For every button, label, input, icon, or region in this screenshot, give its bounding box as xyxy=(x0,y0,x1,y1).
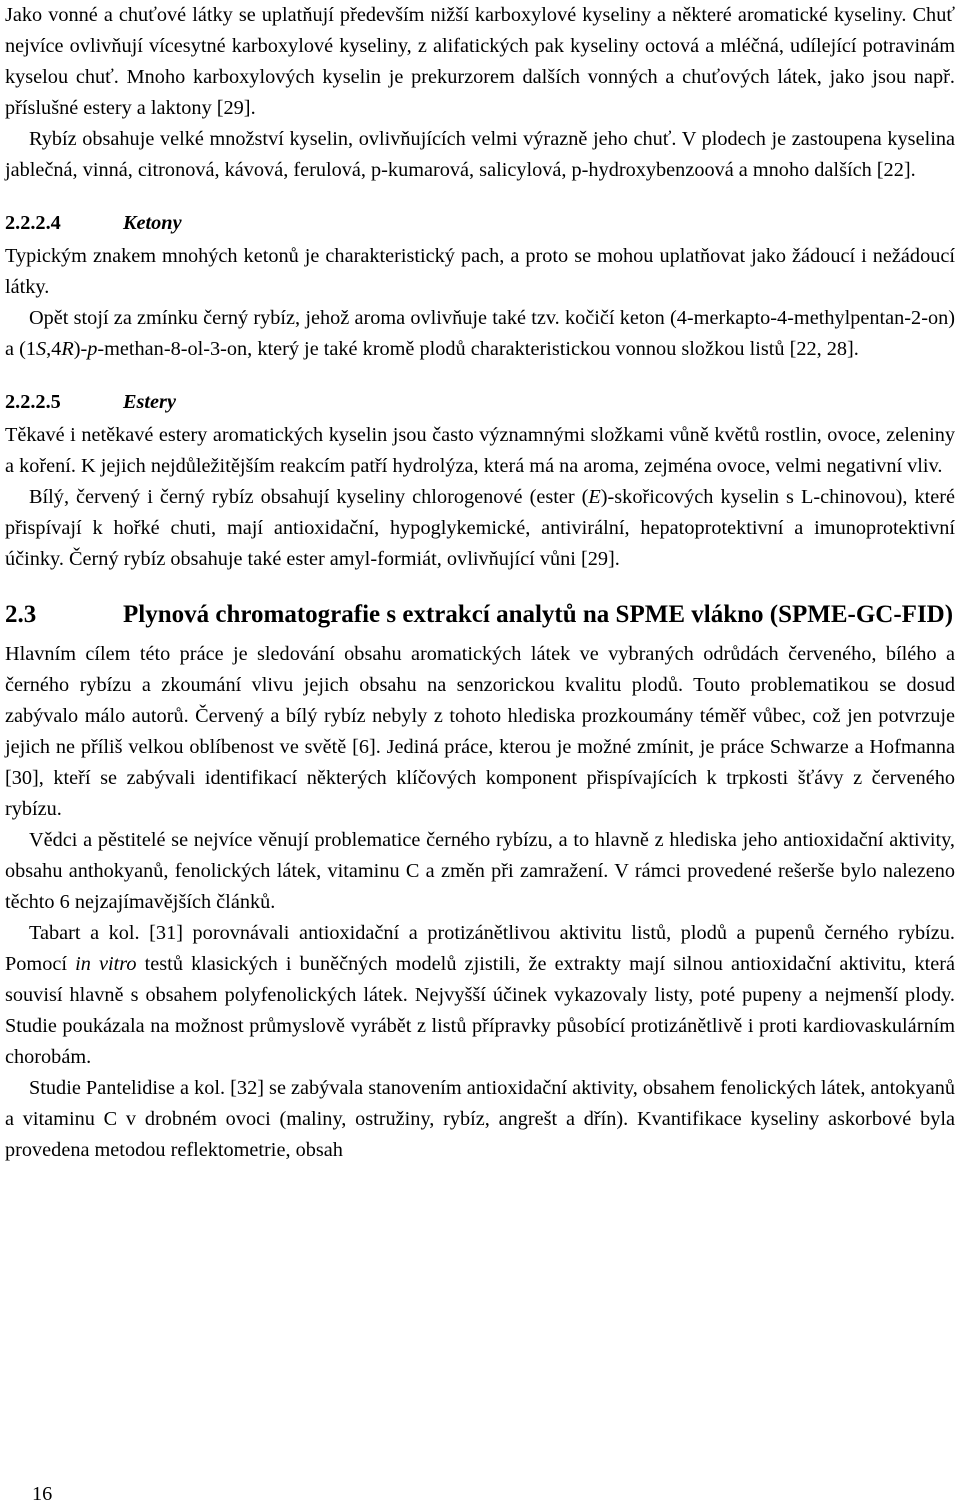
document-page xyxy=(5,0,955,1166)
heading-ketony xyxy=(5,208,955,239)
paragraph-carboxylic-acids: Jako vonné a chuťové látky se uplatňují především nižší karboxylové kyseliny a některé aromatické kyseliny. Chuť nejvíce ovlivňují vícesytné karboxylové kyseliny, z alifatických pak kyseliny octová a mléčná, udílející potravinám kyselou chuť. Mnoho karboxylových kyselin je prekurzorem dalších vonných a chuťových látek, jako jsou např. příslušné estery a laktony [29]. xyxy=(5,4,955,119)
paragraph-cat-ketone: Opět stojí za zmínku černý rybíz, jehož aroma ovlivňuje také tzv. kočičí keton (4-merkapto-4-methylpentan-2-on) a (1S,4R)-p-methan-8-ol-3-on, který je také kromě plodů charakteristickou vonnou složkou listů [22, 28]. xyxy=(5,307,955,360)
heading-title: Estery xyxy=(123,391,176,413)
paragraph-pantelidis: Studie Pantelidise a kol. [32] se zabývala stanovením antioxidační aktivity, obsahem fenolických látek, antokyanů a vitaminu C v drobném ovoci (maliny, ostružiny, rybíz, angrešt a dřín). Kvantifikace kyseliny askorbové byla provedena metodou reflektometrie, obsah xyxy=(5,1077,955,1161)
heading-number: 2.2.2.4 xyxy=(5,212,61,234)
section-heading xyxy=(5,597,955,633)
heading-number: 2.2.2.5 xyxy=(5,391,61,413)
paragraph-ketones-smell: Typickým znakem mnohých ketonů je charakteristický pach, a proto se mohou uplatňovat jako žádoucí i nežádoucí látky. xyxy=(5,245,955,298)
paragraph-tabart: Tabart a kol. [31] porovnávali antioxidační a protizánětlivou aktivitu listů, plodů a pupenů černého rybízu. Pomocí in vitro testů klasických i buněčných modelů zjistili, že extrakty mají silnou antioxidační aktivitu, která souvisí hlavně s obsahem polyfenolických látek. Nejvyšší účinek vykazovaly listy, poté pupeny a nejmenší plody. Studie poukázala na možnost průmyslově vyrábět z listů přípravky působící protizánětlivě i proti kardiovaskulárním chorobám. xyxy=(5,922,956,1068)
section-number: 2.3 xyxy=(5,601,37,628)
paragraph-currant-acids: Rybíz obsahuje velké množství kyselin, ovlivňujících velmi výrazně jeho chuť. V plodech je zastoupena kyselina jablečná, vinná, citronová, kávová, ferulová, p-kumarová, salicylová, p-hydroxybenzoová a mnoho dalších [22]. xyxy=(5,128,955,181)
paragraph-aim: Hlavním cílem této práce je sledování obsahu aromatických látek ve vybraných odrůdách červeného, bílého a černého rybízu a zkoumání vlivu jejich obsahu na senzorickou kvalitu plodů. Touto problematikou se dosud zabývalo málo autorů. Červený a bílý rybíz nebyly z tohoto hlediska prozkoumány téměř vůbec, což jen potvrzuje jejich ne příliš velkou oblíbenost ve světě [6]. Jediná práce, kterou je možné zmínit, je práce Schwarze a Hofmanna [30], kteří se zabývali identifikací některých klíčových komponent přispívajících k trpkosti šťávy z červeného rybízu. xyxy=(5,643,955,820)
paragraph-black-currant-research: Vědci a pěstitelé se nejvíce věnují problematice černého rybízu, a to hlavně z hlediska jeho antioxidační aktivity, obsahu anthokyanů, fenolických látek, vitaminu C a změn při zamražení. V rámci provedené rešerše bylo nalezeno těchto 6 nejzajímavějších článků. xyxy=(5,829,955,913)
heading-title: Ketony xyxy=(123,212,182,234)
page-number: 16 xyxy=(32,1483,53,1505)
heading-estery xyxy=(5,387,955,418)
paragraph-chlorogenic-acids: Bílý, červený i černý rybíz obsahují kyseliny chlorogenové (ester (E)-skořicových kyselin s L-chinovou), které přispívají k hořké chuti, mají antioxidační, hypoglykemické, antivirální, hepatoprotektivní a imunoprotektivní účinky. Černý rybíz obsahuje také ester amyl-formiát, ovlivňující vůni [29]. xyxy=(5,486,955,570)
paragraph-esters: Těkavé i netěkavé estery aromatických kyselin jsou často významnými složkami vůně květů rostlin, ovoce, zeleniny a koření. K jejich nejdůležitějším reakcím patří hydrolýza, která má na aroma, zejména ovoce, velmi negativní vliv. xyxy=(5,424,955,477)
section-title: Plynová chromatografie s extrakcí analytů na SPME vlákno (SPME-GC-FID) xyxy=(123,601,954,628)
